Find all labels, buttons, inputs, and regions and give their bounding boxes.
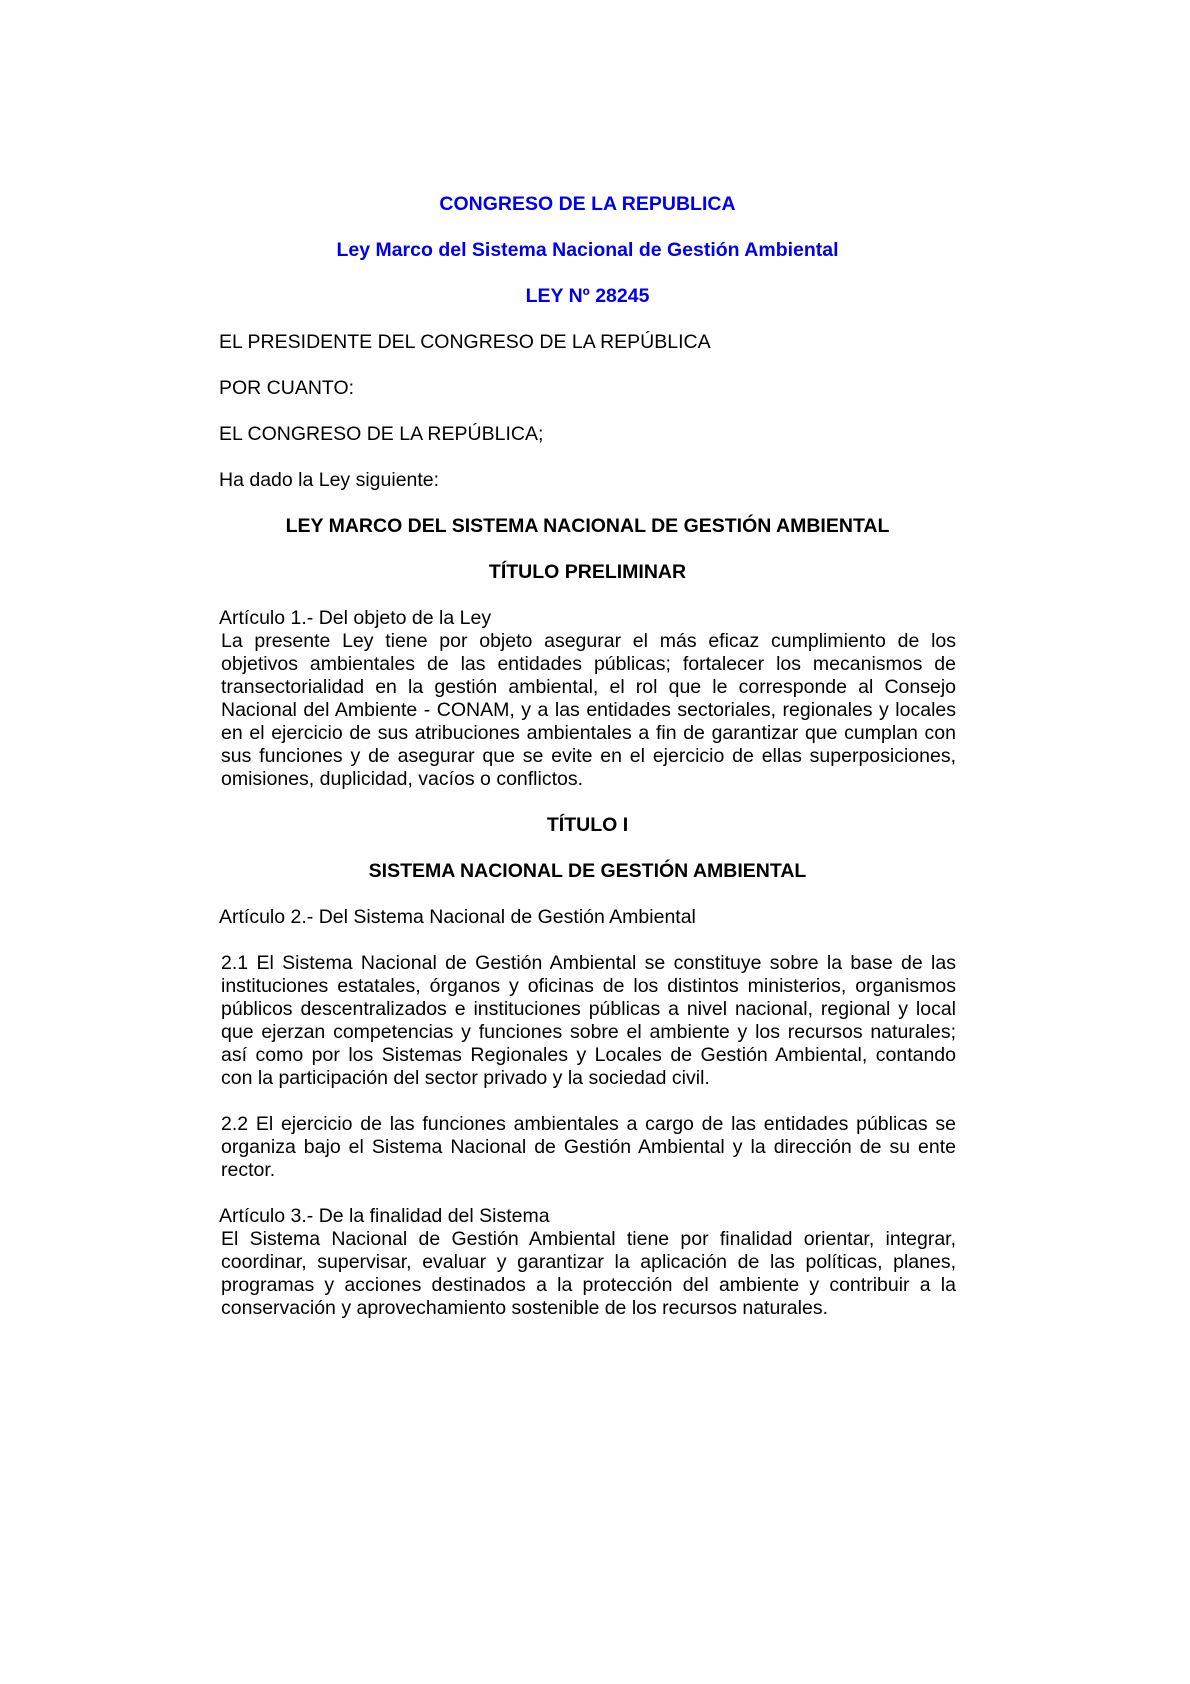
article-1-heading: Artículo 1.- Del objeto de la Ley (219, 607, 492, 629)
titulo-1: TÍTULO I (546, 814, 629, 836)
preamble-por-cuanto: POR CUANTO: (219, 377, 355, 399)
document-page (219, 193, 956, 1343)
preamble-presidente: EL PRESIDENTE DEL CONGRESO DE LA REPÚBLICA (219, 331, 711, 353)
congreso-heading: CONGRESO DE LA REPUBLICA (439, 193, 736, 215)
titulo-1-name: SISTEMA NACIONAL DE GESTIÓN AMBIENTAL (368, 860, 807, 882)
titulo-preliminar: TÍTULO PRELIMINAR (488, 561, 687, 583)
article-2-paragraph-1: 2.1 El Sistema Nacional de Gestión Ambiental se constituye sobre la base de las instituciones estatales, órganos y oficinas de los distintos ministerios, organismos públicos descentralizados e instituciones públicas a nivel nacional, regional y local que ejerzan competencias y funciones sobre el ambiente y los recursos naturales; así como por los Sistemas Regionales y Locales de Gestión Ambiental, contando con la participación del sector privado y la sociedad civil. (221, 952, 956, 1089)
law-heading: LEY MARCO DEL SISTEMA NACIONAL DE GESTIÓN AMBIENTAL (285, 515, 890, 537)
preamble-congreso: EL CONGRESO DE LA REPÚBLICA; (219, 423, 544, 445)
article-2-paragraph-2: 2.2 El ejercicio de las funciones ambientales a cargo de las entidades públicas se organiza bajo el Sistema Nacional de Gestión Ambiental y la dirección de su ente rector. (221, 1113, 956, 1181)
article-3-heading: Artículo 3.- De la finalidad del Sistema (219, 1205, 550, 1227)
law-title: Ley Marco del Sistema Nacional de Gestión Ambiental (336, 239, 839, 261)
law-number: LEY Nº 28245 (525, 285, 650, 307)
article-2-heading: Artículo 2.- Del Sistema Nacional de Gestión Ambiental (219, 906, 696, 928)
preamble-ha-dado: Ha dado la Ley siguiente: (219, 469, 440, 491)
article-3-text: El Sistema Nacional de Gestión Ambiental tiene por finalidad orientar, integrar, coordinar, supervisar, evaluar y garantizar la aplicación de las políticas, planes, programas y acciones destinados a la protección del ambiente y contribuir a la conservación y aprovechamiento sostenible de los recursos naturales. (221, 1228, 956, 1319)
article-1-text: La presente Ley tiene por objeto asegurar el más eficaz cumplimiento de los objetivos ambientales de las entidades públicas; fortalecer los mecanismos de transectorialidad en la gestión ambiental, el rol que le corresponde al Consejo Nacional del Ambiente - CONAM, y a las entidades sectoriales, regionales y locales en el ejercicio de sus atribuciones ambientales a fin de garantizar que cumplan con sus funciones y de asegurar que se evite en el ejercicio de ellas superposiciones, omisiones, duplicidad, vacíos o conflictos. (221, 630, 956, 790)
